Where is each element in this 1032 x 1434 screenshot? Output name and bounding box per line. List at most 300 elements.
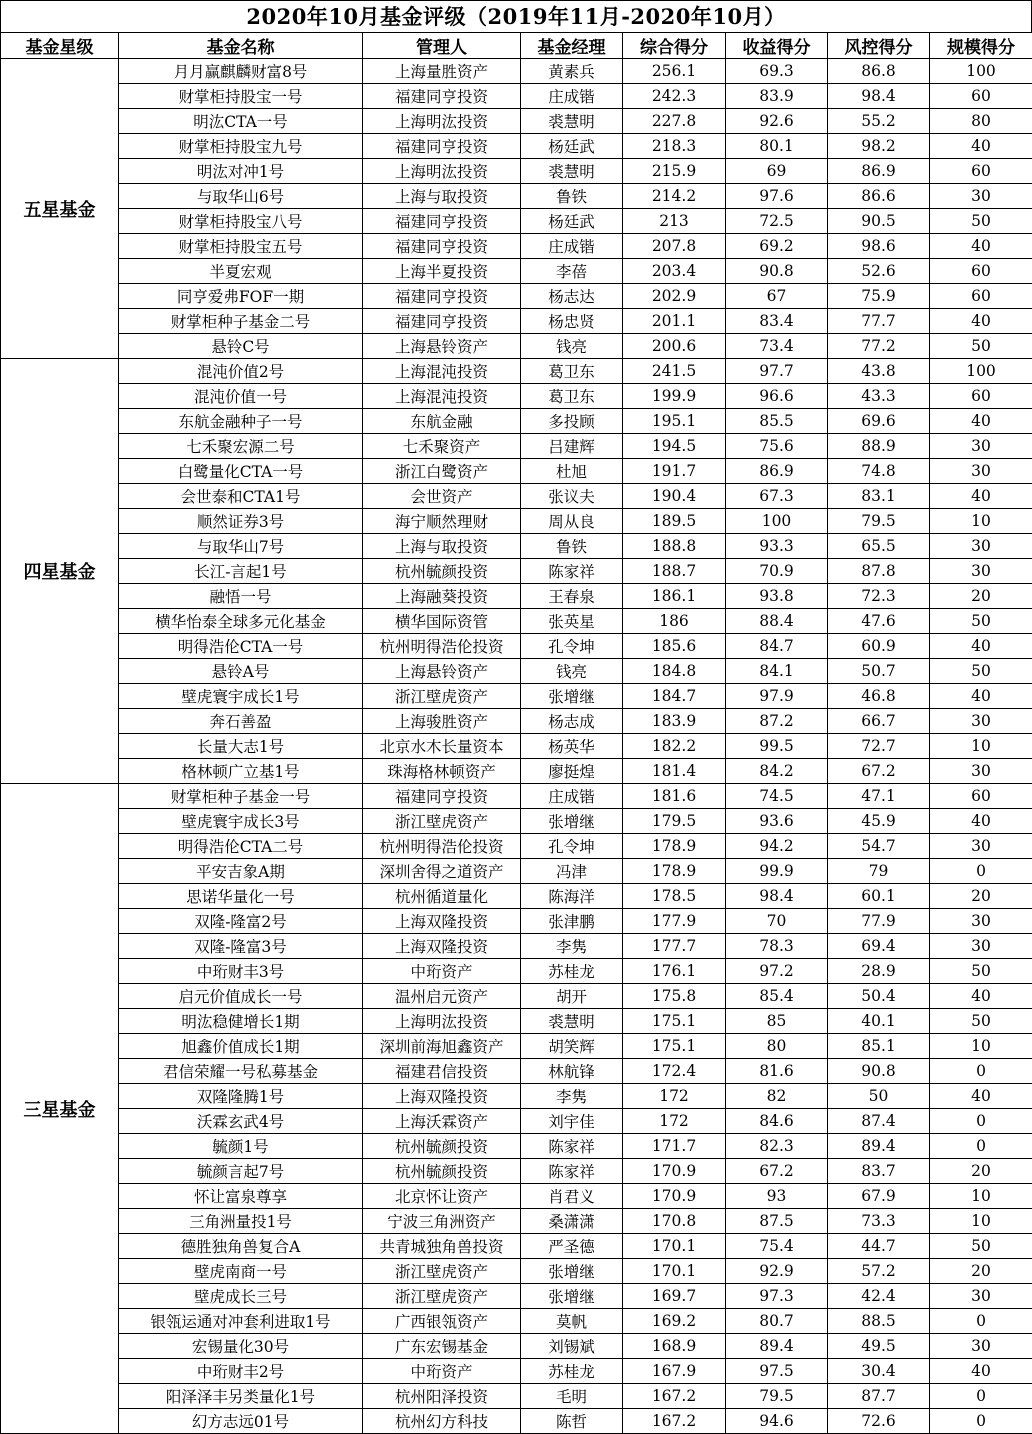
scale-score-cell: 30 xyxy=(930,559,1032,584)
header-fund-name: 基金名称 xyxy=(119,33,363,59)
table-row xyxy=(1,959,1032,984)
table-row xyxy=(1,559,1032,584)
fund-manager-cell: 周从良 xyxy=(521,509,623,534)
total-score-cell: 167.9 xyxy=(623,1359,726,1384)
total-score-cell: 167.2 xyxy=(623,1409,726,1434)
manager-cell: 上海双隆投资 xyxy=(363,909,521,934)
scale-score-cell: 50 xyxy=(930,659,1032,684)
total-score-cell: 194.5 xyxy=(623,434,726,459)
manager-cell: 会世资产 xyxy=(363,484,521,509)
total-score-cell: 170.9 xyxy=(623,1159,726,1184)
return-score-cell: 73.4 xyxy=(726,334,828,359)
table-row xyxy=(1,584,1032,609)
fund-manager-cell: 鲁铁 xyxy=(521,534,623,559)
header-scale-score: 规模得分 xyxy=(930,33,1032,59)
fund-manager-cell: 陈海洋 xyxy=(521,884,623,909)
return-score-cell: 78.3 xyxy=(726,934,828,959)
return-score-cell: 85 xyxy=(726,1009,828,1034)
table-row xyxy=(1,109,1032,134)
table-row xyxy=(1,1009,1032,1034)
total-score-cell: 177.9 xyxy=(623,909,726,934)
risk-score-cell: 28.9 xyxy=(828,959,930,984)
scale-score-cell: 40 xyxy=(930,684,1032,709)
risk-score-cell: 69.4 xyxy=(828,934,930,959)
total-score-cell: 188.8 xyxy=(623,534,726,559)
manager-cell: 上海骏胜资产 xyxy=(363,709,521,734)
table-row xyxy=(1,1059,1032,1084)
risk-score-cell: 50.4 xyxy=(828,984,930,1009)
fund-manager-cell: 杨志成 xyxy=(521,709,623,734)
fund-name-cell: 混沌价值一号 xyxy=(119,384,363,409)
manager-cell: 上海与取投资 xyxy=(363,184,521,209)
fund-name-cell: 双隆隆腾1号 xyxy=(119,1084,363,1109)
fund-manager-cell: 张增继 xyxy=(521,684,623,709)
scale-score-cell: 0 xyxy=(930,1409,1032,1434)
fund-manager-cell: 钱亮 xyxy=(521,659,623,684)
fund-manager-cell: 严圣德 xyxy=(521,1234,623,1259)
fund-manager-cell: 张议夫 xyxy=(521,484,623,509)
return-score-cell: 85.4 xyxy=(726,984,828,1009)
table-row xyxy=(1,1284,1032,1309)
return-score-cell: 92.9 xyxy=(726,1259,828,1284)
fund-manager-cell: 裘慧明 xyxy=(521,159,623,184)
fund-rating-table xyxy=(0,32,1032,1434)
fund-manager-cell: 桑潇潇 xyxy=(521,1209,623,1234)
table-row xyxy=(1,509,1032,534)
fund-manager-cell: 吕建辉 xyxy=(521,434,623,459)
scale-score-cell: 0 xyxy=(930,1384,1032,1409)
fund-name-cell: 财掌柜持股宝八号 xyxy=(119,209,363,234)
fund-manager-cell: 刘宇佳 xyxy=(521,1109,623,1134)
risk-score-cell: 42.4 xyxy=(828,1284,930,1309)
table-row xyxy=(1,1309,1032,1334)
scale-score-cell: 60 xyxy=(930,384,1032,409)
manager-cell: 上海融葵投资 xyxy=(363,584,521,609)
fund-name-cell: 怀让富泉尊享 xyxy=(119,1184,363,1209)
fund-manager-cell: 鲁铁 xyxy=(521,184,623,209)
return-score-cell: 90.8 xyxy=(726,259,828,284)
scale-score-cell: 0 xyxy=(930,1134,1032,1159)
total-score-cell: 175.1 xyxy=(623,1034,726,1059)
risk-score-cell: 47.1 xyxy=(828,784,930,809)
manager-cell: 杭州幻方科技 xyxy=(363,1409,521,1434)
return-score-cell: 82.3 xyxy=(726,1134,828,1159)
manager-cell: 广东宏锡基金 xyxy=(363,1334,521,1359)
total-score-cell: 256.1 xyxy=(623,59,726,84)
header-return-score: 收益得分 xyxy=(726,33,828,59)
table-row xyxy=(1,784,1032,809)
manager-cell: 浙江壁虎资产 xyxy=(363,1259,521,1284)
total-score-cell: 183.9 xyxy=(623,709,726,734)
risk-score-cell: 86.9 xyxy=(828,159,930,184)
fund-name-cell: 与取华山6号 xyxy=(119,184,363,209)
manager-cell: 上海量胜资产 xyxy=(363,59,521,84)
scale-score-cell: 40 xyxy=(930,809,1032,834)
risk-score-cell: 60.9 xyxy=(828,634,930,659)
manager-cell: 上海悬铃资产 xyxy=(363,334,521,359)
scale-score-cell: 30 xyxy=(930,1334,1032,1359)
risk-score-cell: 90.8 xyxy=(828,1059,930,1084)
risk-score-cell: 50 xyxy=(828,1084,930,1109)
header-manager: 管理人 xyxy=(363,33,521,59)
fund-name-cell: 明得浩伦CTA二号 xyxy=(119,834,363,859)
risk-score-cell: 87.4 xyxy=(828,1109,930,1134)
fund-manager-cell: 张英星 xyxy=(521,609,623,634)
risk-score-cell: 54.7 xyxy=(828,834,930,859)
return-score-cell: 98.4 xyxy=(726,884,828,909)
manager-cell: 浙江壁虎资产 xyxy=(363,1284,521,1309)
fund-manager-cell: 胡笑辉 xyxy=(521,1034,623,1059)
fund-manager-cell: 张增继 xyxy=(521,1284,623,1309)
fund-name-cell: 银瓴运通对冲套利进取1号 xyxy=(119,1309,363,1334)
table-row xyxy=(1,709,1032,734)
return-score-cell: 85.5 xyxy=(726,409,828,434)
fund-name-cell: 明汯CTA一号 xyxy=(119,109,363,134)
manager-cell: 浙江白鹭资产 xyxy=(363,459,521,484)
scale-score-cell: 30 xyxy=(930,534,1032,559)
total-score-cell: 178.5 xyxy=(623,884,726,909)
manager-cell: 杭州毓颜投资 xyxy=(363,1159,521,1184)
header-row xyxy=(1,33,1032,59)
fund-name-cell: 壁虎南商一号 xyxy=(119,1259,363,1284)
scale-score-cell: 40 xyxy=(930,634,1032,659)
fund-manager-cell: 杨英华 xyxy=(521,734,623,759)
scale-score-cell: 20 xyxy=(930,584,1032,609)
return-score-cell: 80.7 xyxy=(726,1309,828,1334)
return-score-cell: 99.5 xyxy=(726,734,828,759)
return-score-cell: 97.5 xyxy=(726,1359,828,1384)
scale-score-cell: 50 xyxy=(930,609,1032,634)
fund-manager-cell: 陈家祥 xyxy=(521,1134,623,1159)
fund-name-cell: 旭鑫价值成长1期 xyxy=(119,1034,363,1059)
manager-cell: 上海明汯投资 xyxy=(363,159,521,184)
scale-score-cell: 0 xyxy=(930,1109,1032,1134)
table-body xyxy=(1,59,1032,1434)
return-score-cell: 97.6 xyxy=(726,184,828,209)
table-row xyxy=(1,934,1032,959)
manager-cell: 福建同亨投资 xyxy=(363,234,521,259)
risk-score-cell: 85.1 xyxy=(828,1034,930,1059)
scale-score-cell: 10 xyxy=(930,1184,1032,1209)
scale-score-cell: 10 xyxy=(930,1034,1032,1059)
scale-score-cell: 10 xyxy=(930,509,1032,534)
fund-name-cell: 明得浩伦CTA一号 xyxy=(119,634,363,659)
table-row xyxy=(1,434,1032,459)
manager-cell: 杭州阳泽投资 xyxy=(363,1384,521,1409)
risk-score-cell: 52.6 xyxy=(828,259,930,284)
fund-name-cell: 顺然证券3号 xyxy=(119,509,363,534)
scale-score-cell: 40 xyxy=(930,1084,1032,1109)
manager-cell: 浙江壁虎资产 xyxy=(363,684,521,709)
fund-manager-cell: 多投顾 xyxy=(521,409,623,434)
manager-cell: 上海明汯投资 xyxy=(363,109,521,134)
risk-score-cell: 43.8 xyxy=(828,359,930,384)
scale-score-cell: 50 xyxy=(930,1234,1032,1259)
fund-name-cell: 阳泽泽丰另类量化1号 xyxy=(119,1384,363,1409)
risk-score-cell: 66.7 xyxy=(828,709,930,734)
total-score-cell: 169.7 xyxy=(623,1284,726,1309)
total-score-cell: 199.9 xyxy=(623,384,726,409)
fund-name-cell: 混沌价值2号 xyxy=(119,359,363,384)
risk-score-cell: 50.7 xyxy=(828,659,930,684)
fund-name-cell: 平安吉象A期 xyxy=(119,859,363,884)
manager-cell: 上海双隆投资 xyxy=(363,1084,521,1109)
scale-score-cell: 30 xyxy=(930,834,1032,859)
fund-name-cell: 悬铃A号 xyxy=(119,659,363,684)
total-score-cell: 172.4 xyxy=(623,1059,726,1084)
total-score-cell: 218.3 xyxy=(623,134,726,159)
manager-cell: 宁波三角洲资产 xyxy=(363,1209,521,1234)
manager-cell: 共青城独角兽投资 xyxy=(363,1234,521,1259)
table-row xyxy=(1,459,1032,484)
fund-name-cell: 长量大志1号 xyxy=(119,734,363,759)
risk-score-cell: 57.2 xyxy=(828,1259,930,1284)
scale-score-cell: 40 xyxy=(930,484,1032,509)
return-score-cell: 87.5 xyxy=(726,1209,828,1234)
return-score-cell: 89.4 xyxy=(726,1334,828,1359)
risk-score-cell: 83.1 xyxy=(828,484,930,509)
return-score-cell: 93.3 xyxy=(726,534,828,559)
total-score-cell: 170.1 xyxy=(623,1234,726,1259)
risk-score-cell: 47.6 xyxy=(828,609,930,634)
table-row xyxy=(1,184,1032,209)
risk-score-cell: 79 xyxy=(828,859,930,884)
return-score-cell: 80.1 xyxy=(726,134,828,159)
return-score-cell: 84.2 xyxy=(726,759,828,784)
fund-name-cell: 双隆-隆富2号 xyxy=(119,909,363,934)
scale-score-cell: 30 xyxy=(930,434,1032,459)
manager-cell: 浙江壁虎资产 xyxy=(363,809,521,834)
risk-score-cell: 73.3 xyxy=(828,1209,930,1234)
table-row xyxy=(1,384,1032,409)
scale-score-cell: 50 xyxy=(930,959,1032,984)
scale-score-cell: 30 xyxy=(930,184,1032,209)
total-score-cell: 214.2 xyxy=(623,184,726,209)
scale-score-cell: 50 xyxy=(930,334,1032,359)
rating-group-cell: 五星基金 xyxy=(1,59,119,359)
manager-cell: 福建同亨投资 xyxy=(363,784,521,809)
return-score-cell: 79.5 xyxy=(726,1384,828,1409)
total-score-cell: 181.4 xyxy=(623,759,726,784)
manager-cell: 东航金融 xyxy=(363,409,521,434)
fund-name-cell: 财掌柜持股宝五号 xyxy=(119,234,363,259)
scale-score-cell: 60 xyxy=(930,284,1032,309)
fund-name-cell: 财掌柜持股宝九号 xyxy=(119,134,363,159)
fund-name-cell: 壁虎寰宇成长3号 xyxy=(119,809,363,834)
total-score-cell: 179.5 xyxy=(623,809,726,834)
scale-score-cell: 30 xyxy=(930,909,1032,934)
scale-score-cell: 40 xyxy=(930,1359,1032,1384)
fund-name-cell: 横华怡泰全球多元化基金 xyxy=(119,609,363,634)
return-score-cell: 82 xyxy=(726,1084,828,1109)
risk-score-cell: 30.4 xyxy=(828,1359,930,1384)
fund-name-cell: 月月赢麒麟财富8号 xyxy=(119,59,363,84)
return-score-cell: 84.1 xyxy=(726,659,828,684)
return-score-cell: 67.3 xyxy=(726,484,828,509)
fund-name-cell: 白鹭量化CTA一号 xyxy=(119,459,363,484)
table-row xyxy=(1,1234,1032,1259)
scale-score-cell: 40 xyxy=(930,984,1032,1009)
return-score-cell: 93 xyxy=(726,1184,828,1209)
manager-cell: 横华国际资管 xyxy=(363,609,521,634)
fund-manager-cell: 莫帆 xyxy=(521,1309,623,1334)
fund-name-cell: 与取华山7号 xyxy=(119,534,363,559)
fund-manager-cell: 黄素兵 xyxy=(521,59,623,84)
risk-score-cell: 87.7 xyxy=(828,1384,930,1409)
fund-manager-cell: 苏桂龙 xyxy=(521,959,623,984)
return-score-cell: 99.9 xyxy=(726,859,828,884)
risk-score-cell: 69.6 xyxy=(828,409,930,434)
table-row xyxy=(1,234,1032,259)
risk-score-cell: 88.9 xyxy=(828,434,930,459)
fund-name-cell: 幻方志远01号 xyxy=(119,1409,363,1434)
manager-cell: 上海明汯投资 xyxy=(363,1009,521,1034)
fund-manager-cell: 孔令坤 xyxy=(521,834,623,859)
scale-score-cell: 20 xyxy=(930,1159,1032,1184)
return-score-cell: 70 xyxy=(726,909,828,934)
manager-cell: 上海与取投资 xyxy=(363,534,521,559)
risk-score-cell: 45.9 xyxy=(828,809,930,834)
scale-score-cell: 0 xyxy=(930,1309,1032,1334)
fund-name-cell: 明汯稳健增长1期 xyxy=(119,1009,363,1034)
risk-score-cell: 83.7 xyxy=(828,1159,930,1184)
total-score-cell: 188.7 xyxy=(623,559,726,584)
table-row xyxy=(1,1409,1032,1434)
header-fund-manager: 基金经理 xyxy=(521,33,623,59)
total-score-cell: 178.9 xyxy=(623,834,726,859)
fund-manager-cell: 裘慧明 xyxy=(521,1009,623,1034)
manager-cell: 福建同亨投资 xyxy=(363,84,521,109)
total-score-cell: 203.4 xyxy=(623,259,726,284)
fund-name-cell: 中珩财丰2号 xyxy=(119,1359,363,1384)
fund-manager-cell: 李隽 xyxy=(521,934,623,959)
return-score-cell: 72.5 xyxy=(726,209,828,234)
risk-score-cell: 49.5 xyxy=(828,1334,930,1359)
table-row xyxy=(1,309,1032,334)
risk-score-cell: 88.5 xyxy=(828,1309,930,1334)
fund-manager-cell: 刘锡斌 xyxy=(521,1334,623,1359)
fund-name-cell: 思诺华量化一号 xyxy=(119,884,363,909)
total-score-cell: 176.1 xyxy=(623,959,726,984)
fund-manager-cell: 杨廷武 xyxy=(521,209,623,234)
manager-cell: 上海悬铃资产 xyxy=(363,659,521,684)
manager-cell: 上海混沌投资 xyxy=(363,359,521,384)
risk-score-cell: 72.7 xyxy=(828,734,930,759)
return-score-cell: 94.2 xyxy=(726,834,828,859)
manager-cell: 福建同亨投资 xyxy=(363,309,521,334)
fund-manager-cell: 毛明 xyxy=(521,1384,623,1409)
table-row xyxy=(1,1334,1032,1359)
fund-manager-cell: 孔令坤 xyxy=(521,634,623,659)
total-score-cell: 172 xyxy=(623,1084,726,1109)
table-row xyxy=(1,59,1032,84)
fund-manager-cell: 陈家祥 xyxy=(521,1159,623,1184)
risk-score-cell: 98.2 xyxy=(828,134,930,159)
scale-score-cell: 50 xyxy=(930,1009,1032,1034)
manager-cell: 温州启元资产 xyxy=(363,984,521,1009)
return-score-cell: 93.6 xyxy=(726,809,828,834)
return-score-cell: 86.9 xyxy=(726,459,828,484)
return-score-cell: 100 xyxy=(726,509,828,534)
risk-score-cell: 86.8 xyxy=(828,59,930,84)
scale-score-cell: 10 xyxy=(930,1209,1032,1234)
risk-score-cell: 74.8 xyxy=(828,459,930,484)
fund-name-cell: 财掌柜持股宝一号 xyxy=(119,84,363,109)
manager-cell: 珠海格林顿资产 xyxy=(363,759,521,784)
rating-group-cell: 三星基金 xyxy=(1,784,119,1434)
return-score-cell: 75.6 xyxy=(726,434,828,459)
fund-name-cell: 壁虎寰宇成长1号 xyxy=(119,684,363,709)
total-score-cell: 170.1 xyxy=(623,1259,726,1284)
return-score-cell: 67.2 xyxy=(726,1159,828,1184)
total-score-cell: 182.2 xyxy=(623,734,726,759)
return-score-cell: 70.9 xyxy=(726,559,828,584)
fund-name-cell: 德胜独角兽复合A xyxy=(119,1234,363,1259)
fund-name-cell: 毓颜言起7号 xyxy=(119,1159,363,1184)
total-score-cell: 181.6 xyxy=(623,784,726,809)
risk-score-cell: 75.9 xyxy=(828,284,930,309)
table-row xyxy=(1,684,1032,709)
manager-cell: 杭州明得浩伦投资 xyxy=(363,834,521,859)
total-score-cell: 177.7 xyxy=(623,934,726,959)
risk-score-cell: 60.1 xyxy=(828,884,930,909)
fund-name-cell: 长江-言起1号 xyxy=(119,559,363,584)
return-score-cell: 75.4 xyxy=(726,1234,828,1259)
return-score-cell: 83.4 xyxy=(726,309,828,334)
fund-name-cell: 格林顿广立基1号 xyxy=(119,759,363,784)
scale-score-cell: 10 xyxy=(930,734,1032,759)
return-score-cell: 97.2 xyxy=(726,959,828,984)
total-score-cell: 202.9 xyxy=(623,284,726,309)
risk-score-cell: 65.5 xyxy=(828,534,930,559)
fund-name-cell: 宏锡量化30号 xyxy=(119,1334,363,1359)
table-row xyxy=(1,1084,1032,1109)
fund-name-cell: 明汯对冲1号 xyxy=(119,159,363,184)
manager-cell: 广西银瓴资产 xyxy=(363,1309,521,1334)
fund-manager-cell: 杨廷武 xyxy=(521,134,623,159)
table-row xyxy=(1,1134,1032,1159)
table-row xyxy=(1,1209,1032,1234)
scale-score-cell: 100 xyxy=(930,359,1032,384)
total-score-cell: 168.9 xyxy=(623,1334,726,1359)
return-score-cell: 92.6 xyxy=(726,109,828,134)
table-row xyxy=(1,159,1032,184)
fund-manager-cell: 胡开 xyxy=(521,984,623,1009)
scale-score-cell: 20 xyxy=(930,1259,1032,1284)
fund-manager-cell: 庄成锴 xyxy=(521,84,623,109)
table-row xyxy=(1,209,1032,234)
return-score-cell: 67 xyxy=(726,284,828,309)
total-score-cell: 215.9 xyxy=(623,159,726,184)
table-row xyxy=(1,84,1032,109)
header-rating: 基金星级 xyxy=(1,33,119,59)
scale-score-cell: 0 xyxy=(930,859,1032,884)
total-score-cell: 227.8 xyxy=(623,109,726,134)
manager-cell: 海宁顺然理财 xyxy=(363,509,521,534)
risk-score-cell: 72.6 xyxy=(828,1409,930,1434)
total-score-cell: 190.4 xyxy=(623,484,726,509)
manager-cell: 七禾聚资产 xyxy=(363,434,521,459)
manager-cell: 深圳舍得之道资产 xyxy=(363,859,521,884)
return-score-cell: 87.2 xyxy=(726,709,828,734)
table-row xyxy=(1,334,1032,359)
table-row xyxy=(1,1259,1032,1284)
fund-name-cell: 启元价值成长一号 xyxy=(119,984,363,1009)
fund-name-cell: 财掌柜种子基金一号 xyxy=(119,784,363,809)
table-row xyxy=(1,1184,1032,1209)
table-row xyxy=(1,834,1032,859)
table-row xyxy=(1,134,1032,159)
